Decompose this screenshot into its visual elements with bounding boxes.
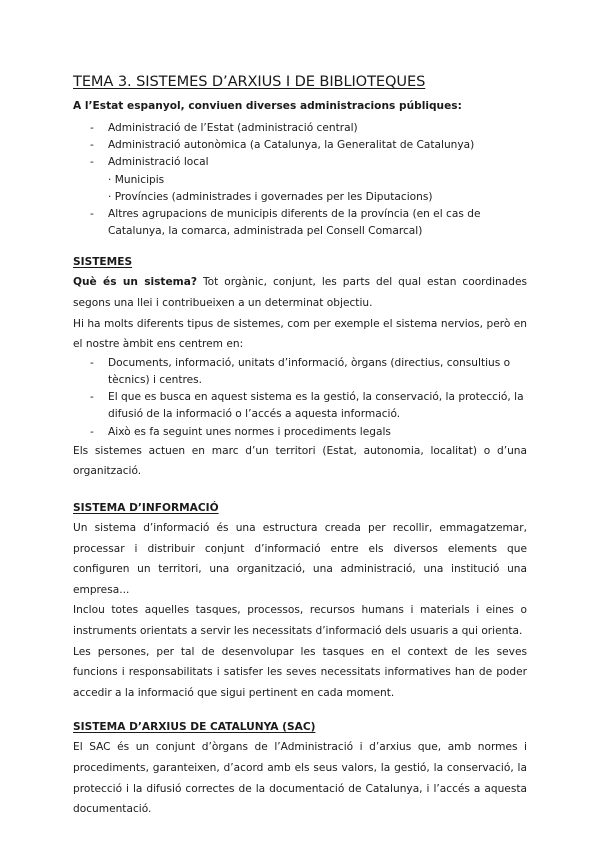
- list-item: - Documents, informació, unitats d’informació, òrgans (directius, consultius o tècnics) i centres.: [73, 355, 527, 389]
- paragraph: Les persones, per tal de desenvolupar les tasques en el context de les seves funcions i responsabilitats i satisfer les seves necessitats informatives han de poder accedir a la informació que sigui pertinent en cada moment.: [73, 645, 527, 699]
- page-title: TEMA 3. SISTEMES D’ARXIUS I DE BIBLIOTEQUES: [73, 73, 426, 90]
- list-item: - Administració autonòmica (a Catalunya, la Generalitat de Catalunya): [73, 137, 527, 154]
- list-item: - Altres agrupacions de municipis diferents de la província (en el cas de Catalunya, la comarca, administrada pel Consell Comarcal): [73, 206, 527, 240]
- paragraph: Inclou totes aquelles tasques, processos, recursos humans i materials i eines o instruments orientats a servir les necessitats d’informació dels usuaris a qui orienta.: [73, 604, 527, 637]
- section-heading-sac: SISTEMA D’ARXIUS DE CATALUNYA (SAC): [73, 721, 316, 734]
- list-item: - El que es busca en aquest sistema es la gestió, la conservació, la protecció, la difusió de la informació o l’accés a aquesta informació.: [73, 389, 527, 423]
- list-item: - Administració de l’Estat (administració central): [73, 120, 527, 137]
- sistemes-closing: Els sistemes actuen en marc d’un territori (Estat, autonomia, localitat) o d’una organització.: [73, 444, 527, 478]
- paragraph: Un sistema d’informació és una estructura creada per recollir, emmagatzemar, processar i distribuir conjunt d’informació entre els diversos elements que configuren un territori, una organització, una administració, una institució una empresa...: [73, 522, 527, 596]
- sistemes-paragraph: Hi ha molts diferents tipus de sistemes, com per exemple el sistema nervios, però en el nostre àmbit ens centrem en:: [73, 317, 527, 351]
- sistemes-list: [73, 355, 527, 441]
- intro-text: A l’Estat espanyol, conviuen diverses administracions públiques:: [73, 100, 462, 112]
- section-heading-sistema-informacio: SISTEMA D’INFORMACIÓ: [73, 502, 219, 514]
- section-heading-sistemes: SISTEMES: [73, 256, 133, 269]
- list-item: - Això es fa seguint unes normes i procediments legals: [73, 424, 527, 441]
- administrations-list: [73, 120, 527, 240]
- list-item: - Administració local · Municipis · Províncies (administrades i governades per les Diputacions): [73, 154, 527, 206]
- sub-item-provincies: · Províncies (administrades i governades per les Diputacions): [108, 190, 433, 203]
- sub-item-municipis: · Municipis: [108, 173, 165, 186]
- paragraph: El SAC és un conjunt d’òrgans de l’Administració i d’arxius que, amb normes i procediments, garanteixen, d’acord amb els seus valors, la gestió, la conservació, la protecció i la difusió correctes de la documentació de Catalunya, i l’accés a aquesta documentació.: [73, 741, 527, 816]
- sistema-definition: Què és un sistema? Tot orgànic, conjunt, les parts del qual estan coordinades segons una llei i contribueixen a un determinat objectiu.: [73, 276, 527, 310]
